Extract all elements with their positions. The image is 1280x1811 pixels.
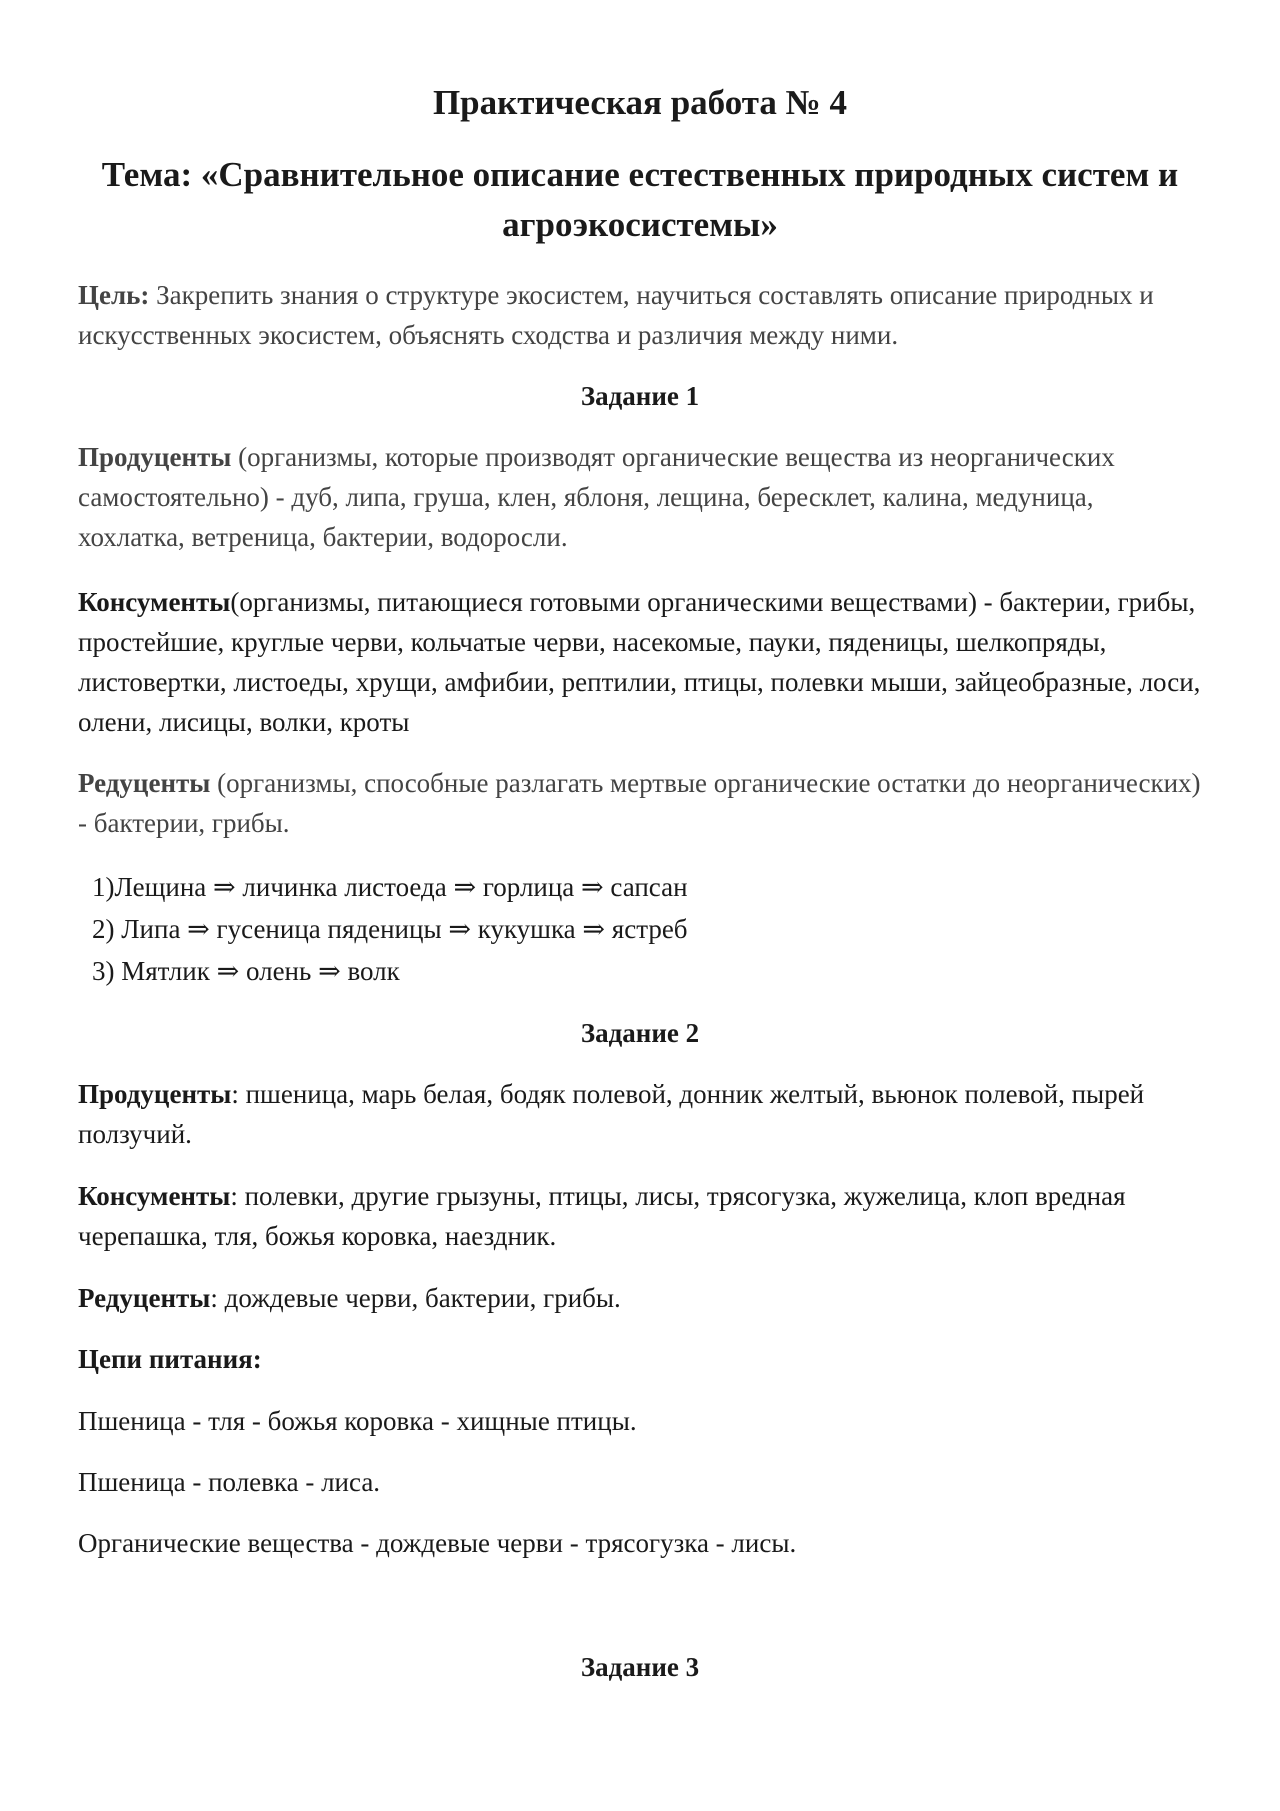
task2-chain-item: Пшеница - тля - божья коровка - хищные птицы. [78,1406,637,1436]
consumers-label: Консументы [78,587,231,617]
goal-text: Закрепить знания о структуре экосистем, научиться составлять описание природных и искусственных экосистем, объяснять сходства и различия между ними. [78,280,1154,350]
food-chains-label: Цепи питания: [78,1344,262,1374]
producers-label: Продуценты [78,1079,232,1109]
producers-text: (организмы, которые производят органические вещества из неорганических самостоятельно) - дуб, липа, груша, клен, яблоня, лещина, бересклет, калина, медуница, хохлатка, ветреница, бактерии, водоросли. [78,442,1115,552]
task2-chain-item: Органические вещества - дождевые черви - трясогузка - лисы. [78,1528,797,1558]
reducers-text: (организмы, способные разлагать мертвые органические остатки до неорганических) - бактерии, грибы. [78,768,1201,838]
task1-reducers [78,763,1202,843]
consumers-label: Консументы [78,1181,231,1211]
consumers-text: (организмы, питающиеся готовыми органическими веществами) - бактерии, грибы, простейшие, круглые черви, кольчатые черви, насекомые, пауки, пяденицы, шелкопряды, листовертки, листоеды, хрущи, амфибии, рептилии, птицы, полевки мыши, зайцеобразные, лоси, олени, лисицы, волки, кроты [78,587,1201,737]
task1-food-chains [92,866,1192,992]
goal-paragraph [78,275,1202,355]
food-chain-item: 3) Мятлик ⇒ олень ⇒ волк [92,956,400,986]
consumers-text: : полевки, другие грызуны, птицы, лисы, трясогузка, жужелица, клоп вредная черепашка, тля, божья коровка, наездник. [78,1181,1126,1251]
task2-consumers [78,1176,1202,1256]
producers-label: Продуценты [78,442,232,472]
goal-label: Цель: [78,280,150,310]
task2-chain-item: Пшеница - полевка - лиса. [78,1467,381,1497]
page-title: Практическая работа № 4 [432,83,848,122]
producers-text: : пшеница, марь белая, бодяк полевой, донник желтый, вьюнок полевой, пырей ползучий. [78,1079,1145,1149]
food-chain-item: 1)Лещина ⇒ личинка листоеда ⇒ горлица ⇒ сапсан [92,872,688,902]
task1-producers [78,437,1202,557]
task2-heading: Задание 2 [580,1018,700,1048]
topic-title: Тема: «Сравнительное описание естественных природных систем и агроэкосистемы» [101,155,1179,244]
task2-reducers [78,1278,1202,1318]
reducers-text: : дождевые черви, бактерии, грибы. [210,1283,621,1313]
reducers-label: Редуценты [78,768,211,798]
task1-consumers [78,582,1202,742]
task3-heading: Задание 3 [580,1652,700,1682]
reducers-label: Редуценты [78,1283,211,1313]
task1-heading: Задание 1 [580,381,700,411]
food-chains-heading [78,1339,1202,1379]
task2-producers [78,1074,1202,1154]
food-chain-item: 2) Липа ⇒ гусеница пяденицы ⇒ кукушка ⇒ ястреб [92,914,688,944]
